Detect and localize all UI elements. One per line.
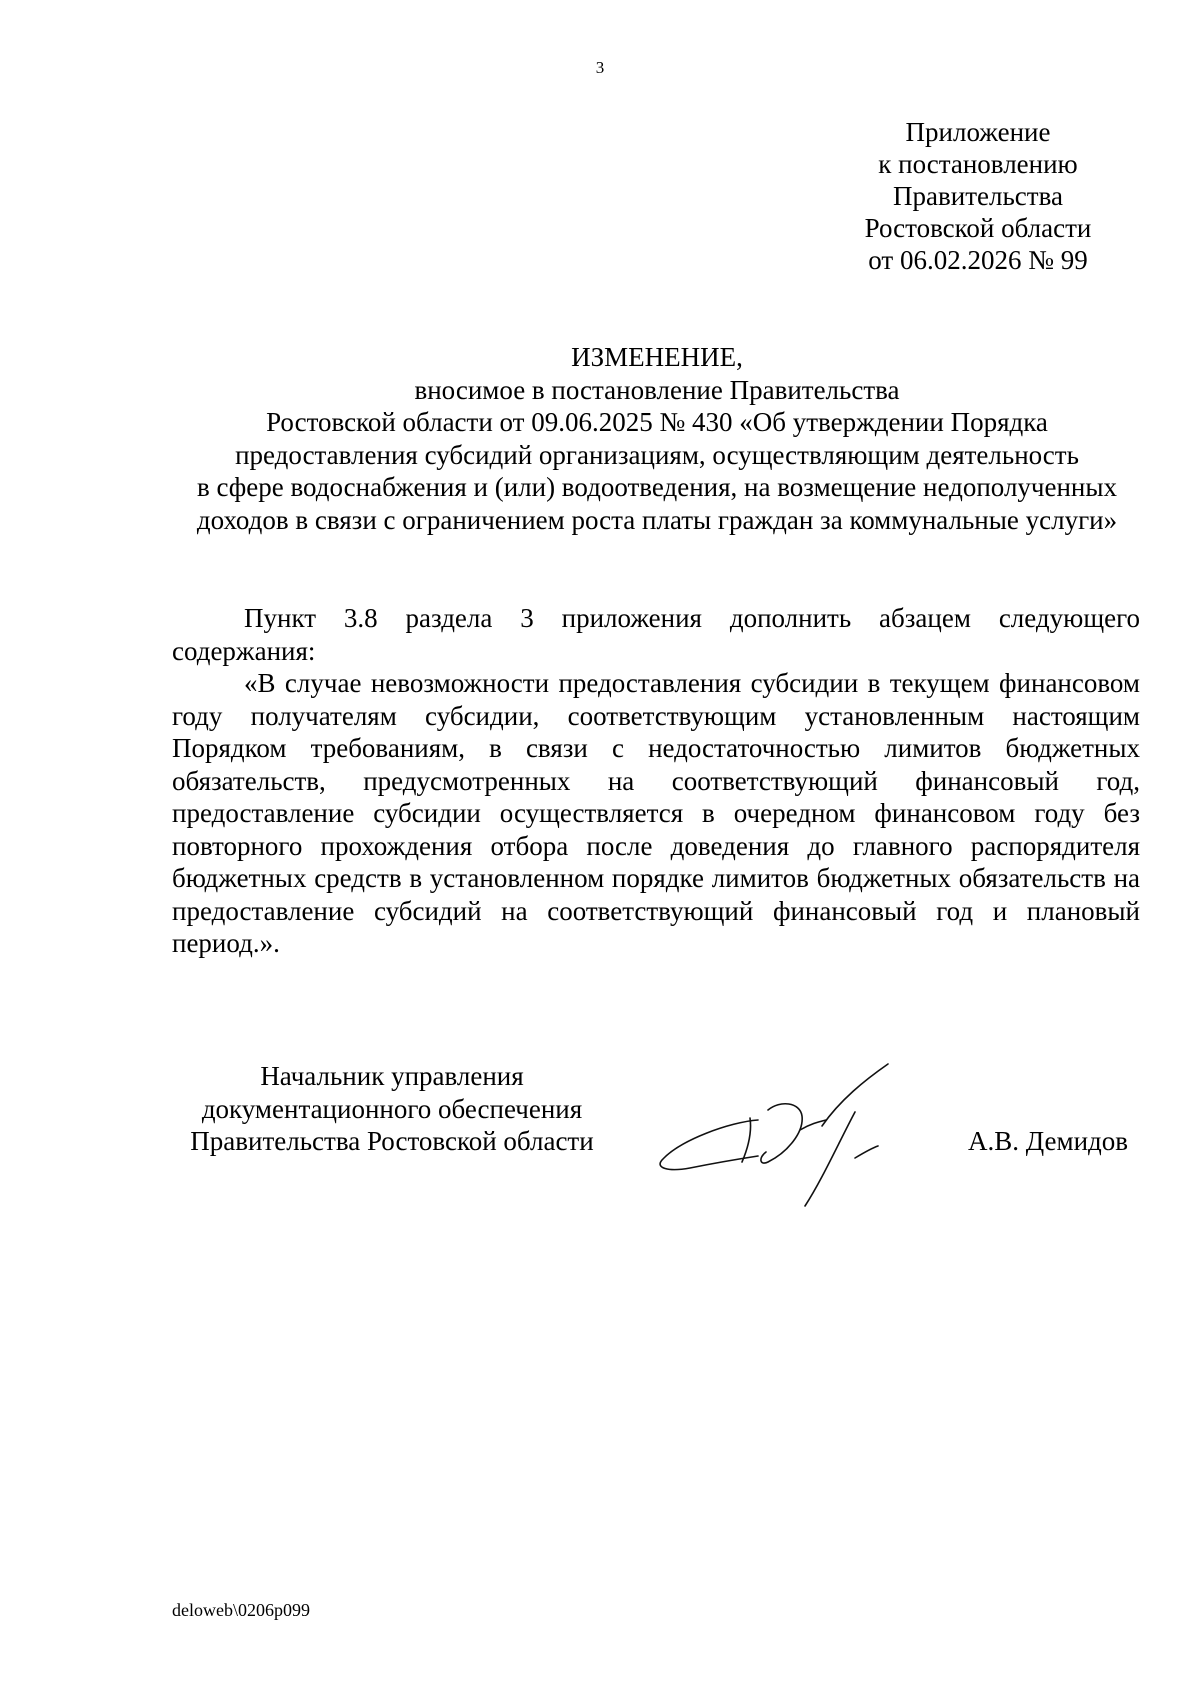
heading-title: ИЗМЕНЕНИЕ,: [571, 342, 743, 372]
appendix-line: от 06.02.2026 № 99: [868, 245, 1088, 275]
heading-line: доходов в связи с ограничением роста платы граждан за коммунальные услуги»: [196, 504, 1118, 535]
appendix-line: Правительства: [893, 181, 1063, 211]
signer-name: А.В. Демидов: [968, 1126, 1129, 1156]
document-heading: [172, 341, 1142, 536]
appendix-line: Ростовской области: [864, 213, 1092, 243]
signatory-position: [172, 1060, 612, 1158]
handwritten-signature: [650, 1040, 940, 1210]
heading-line: в сфере водоснабжения и (или) водоотведения, на возмещение недополученных: [196, 472, 1118, 502]
document-code: deloweb\0206p099: [172, 1600, 310, 1620]
body-paragraph: «В случае невозможности предоставления субсидии в текущем финансовом году получателям субсидии, соответствующим установленным настоящим Порядком требованиям, в связи с недостаточностью лимитов бюджетных обязательств, предусмотренных на соответствующий финансовый год, предоставление субсидии осуществляется в очередном финансовом году без повторного прохождения отбора после доведения до главного распорядителя бюджетных средств в установленном порядке лимитов бюджетных обязательств на предоставление субсидий на соответствующий финансовый год и плановый период.».: [172, 668, 1140, 958]
position-line: Начальник управления: [260, 1061, 524, 1091]
heading-line: предоставления субсидий организациям, осуществляющим деятельность: [235, 439, 1079, 470]
position-line: Правительства Ростовской области: [190, 1126, 594, 1156]
document-body: [172, 602, 1140, 960]
body-paragraph: Пункт 3.8 раздела 3 приложения дополнить абзацем следующего содержания:: [172, 603, 1140, 666]
heading-line: вносимое в постановление Правительства: [414, 374, 900, 405]
page-number: 3: [595, 58, 605, 77]
heading-line: Ростовской области от 09.06.2025 № 430 «Об утверждении Порядка: [266, 407, 1048, 437]
position-line: документационного обеспечения: [201, 1093, 583, 1124]
appendix-block: [818, 116, 1138, 276]
appendix-line: к постановлению: [878, 149, 1078, 179]
appendix-line: Приложение: [905, 117, 1051, 147]
